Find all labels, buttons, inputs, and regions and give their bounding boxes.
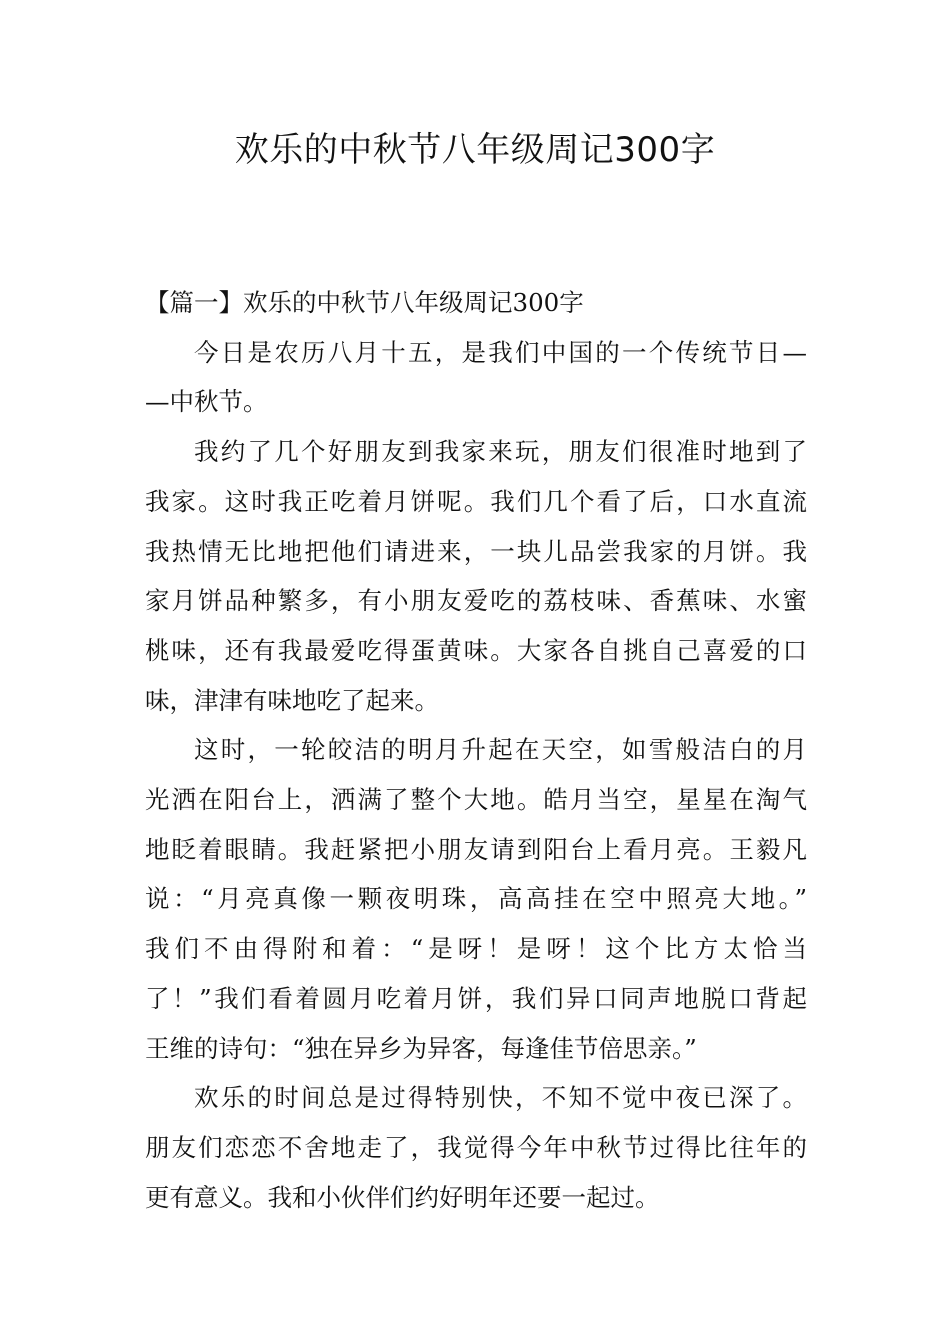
paragraph-line: 更有意义。我和小伙伴们约好明年还要一起过。 <box>145 1182 660 1212</box>
paragraph-line: 说：“月亮真像一颗夜明珠，高高挂在空中照亮大地。” <box>145 884 807 914</box>
paragraph-line: 我约了几个好朋友到我家来玩，朋友们很准时地到了 <box>194 437 807 467</box>
paragraph <box>145 427 807 725</box>
paragraph-line: 桃味，还有我最爱吃得蛋黄味。大家各自挑自己喜爱的口 <box>145 635 807 665</box>
paragraph-line: 朋友们恋恋不舍地走了，我觉得今年中秋节过得比往年的 <box>145 1132 807 1162</box>
paragraph-line: 我热情无比地把他们请进来，一块儿品尝我家的月饼。我 <box>145 536 807 566</box>
paragraph-line: 我家。这时我正吃着月饼呢。我们几个看了后，口水直流 <box>145 486 807 516</box>
paragraph-line: 王维的诗句：“独在异乡为异客，每逢佳节倍思亲。” <box>145 1033 697 1063</box>
paragraph-line: 今日是农历八月十五，是我们中国的一个传统节日— <box>194 337 807 367</box>
paragraph-line: 了！”我们看着圆月吃着月饼，我们异口同声地脱口背起 <box>145 983 807 1013</box>
paragraph-line: 味，津津有味地吃了起来。 <box>145 685 439 715</box>
paragraph-line: 地眨着眼睛。我赶紧把小朋友请到阳台上看月亮。王毅凡 <box>145 834 807 864</box>
document-title: 欢乐的中秋节八年级周记300字 <box>234 130 716 170</box>
paragraph-line: 这时，一轮皎洁的明月升起在天空，如雪般洁白的月 <box>194 735 807 765</box>
paragraph-line: 我们不由得附和着：“是呀！是呀！这个比方太恰当 <box>145 934 807 964</box>
paragraph-line: —中秋节。 <box>145 387 268 417</box>
section-heading: 【篇一】欢乐的中秋节八年级周记300字 <box>145 288 584 317</box>
paragraph-line: 家月饼品种繁多，有小朋友爱吃的荔枝味、香蕉味、水蜜 <box>145 586 807 616</box>
paragraph <box>145 328 807 427</box>
paragraph-line: 欢乐的时间总是过得特别快，不知不觉中夜已深了。 <box>194 1083 807 1113</box>
paragraph-line: 光洒在阳台上，洒满了整个大地。皓月当空，星星在淘气 <box>145 785 807 815</box>
paragraph <box>145 725 807 1073</box>
paragraph-list <box>145 328 807 1223</box>
document-body <box>145 278 807 1222</box>
paragraph <box>145 1073 807 1222</box>
